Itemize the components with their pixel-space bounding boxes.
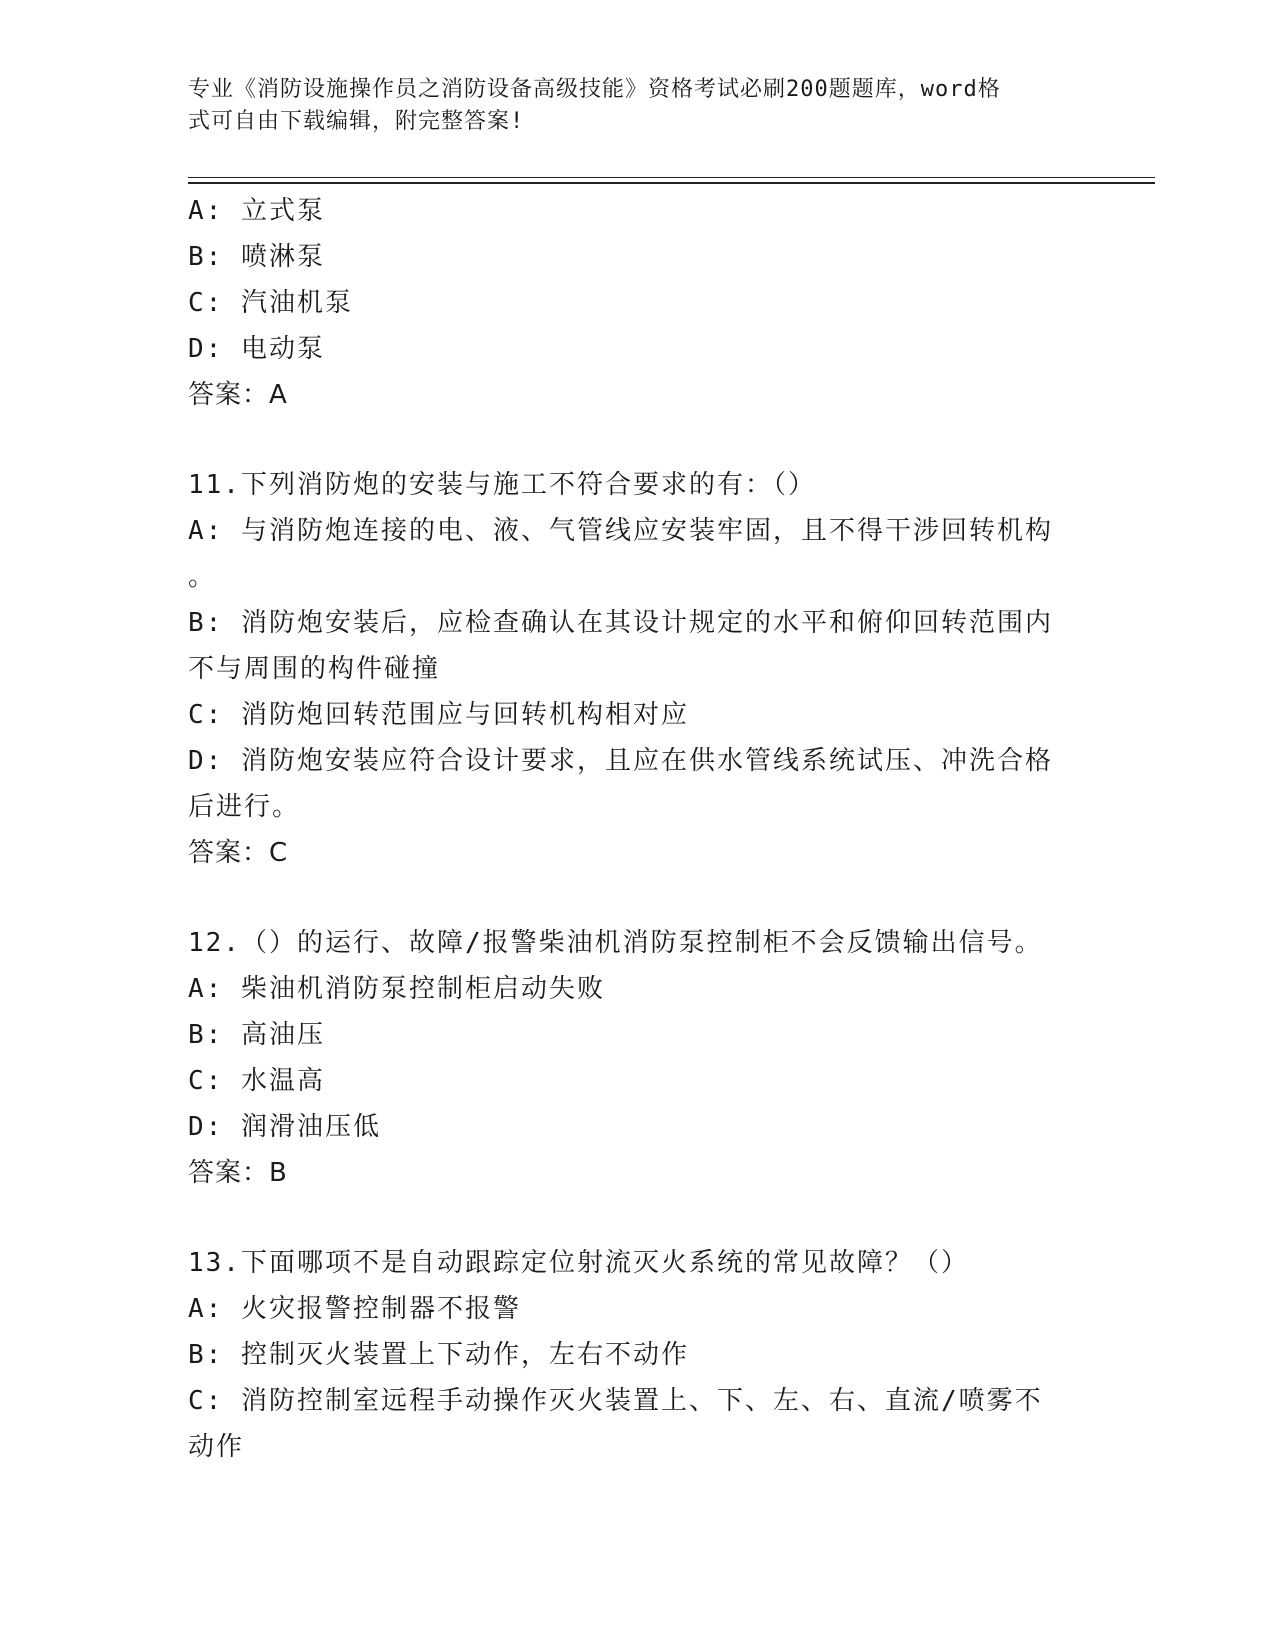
- option-b: B: 消防炮安装后，应检查确认在其设计规定的水平和俯仰回转范围内: [188, 608, 1053, 638]
- option-a-continued: 。: [188, 562, 217, 592]
- answer: 答案：C: [188, 838, 289, 868]
- question-12: [188, 920, 1088, 1196]
- option-c: C: 水温高: [188, 1066, 325, 1096]
- answer: 答案：B: [188, 1158, 288, 1188]
- option-a: A: 与消防炮连接的电、液、气管线应安装牢固，且不得干涉回转机构: [188, 516, 1053, 546]
- option-a: A: 立式泵: [188, 196, 325, 226]
- option-d: D: 润滑油压低: [188, 1112, 381, 1142]
- option-d: D: 电动泵: [188, 334, 325, 364]
- question-list: [188, 188, 1088, 1470]
- question-11: [188, 462, 1088, 876]
- question-text: 12.（）的运行、故障/报警柴油机消防泵控制柜不会反馈输出信号。: [188, 928, 1043, 958]
- option-b: B: 喷淋泵: [188, 242, 325, 272]
- option-a: A: 火灾报警控制器不报警: [188, 1294, 521, 1324]
- header-divider-thin: [188, 177, 1155, 178]
- question-10: [188, 188, 1088, 418]
- document-header: [188, 74, 1068, 138]
- option-c: C: 消防炮回转范围应与回转机构相对应: [188, 700, 689, 730]
- question-13: [188, 1240, 1088, 1470]
- option-c: C: 消防控制室远程手动操作灭火装置上、下、左、右、直流/喷雾不: [188, 1386, 1043, 1416]
- header-title-line-1: 专业《消防设施操作员之消防设备高级技能》资格考试必刷200题题库，word格: [188, 77, 1001, 102]
- option-b: B: 控制灭火装置上下动作，左右不动作: [188, 1340, 689, 1370]
- option-b: B: 高油压: [188, 1020, 325, 1050]
- header-divider-thick: [188, 182, 1155, 184]
- answer: 答案：A: [188, 380, 288, 410]
- option-d-continued: 后进行。: [188, 792, 301, 822]
- option-a: A: 柴油机消防泵控制柜启动失败: [188, 974, 605, 1004]
- header-title-line-2: 式可自由下载编辑，附完整答案!: [188, 109, 525, 134]
- option-d: D: 消防炮安装应符合设计要求，且应在供水管线系统试压、冲洗合格: [188, 746, 1053, 776]
- question-text: 13.下面哪项不是自动跟踪定位射流灭火系统的常见故障？（）: [188, 1248, 969, 1278]
- option-c-continued: 动作: [188, 1432, 245, 1462]
- question-text: 11.下列消防炮的安装与施工不符合要求的有：（）: [188, 470, 816, 500]
- option-b-continued: 不与周围的构件碰撞: [188, 654, 441, 684]
- option-c: C: 汽油机泵: [188, 288, 353, 318]
